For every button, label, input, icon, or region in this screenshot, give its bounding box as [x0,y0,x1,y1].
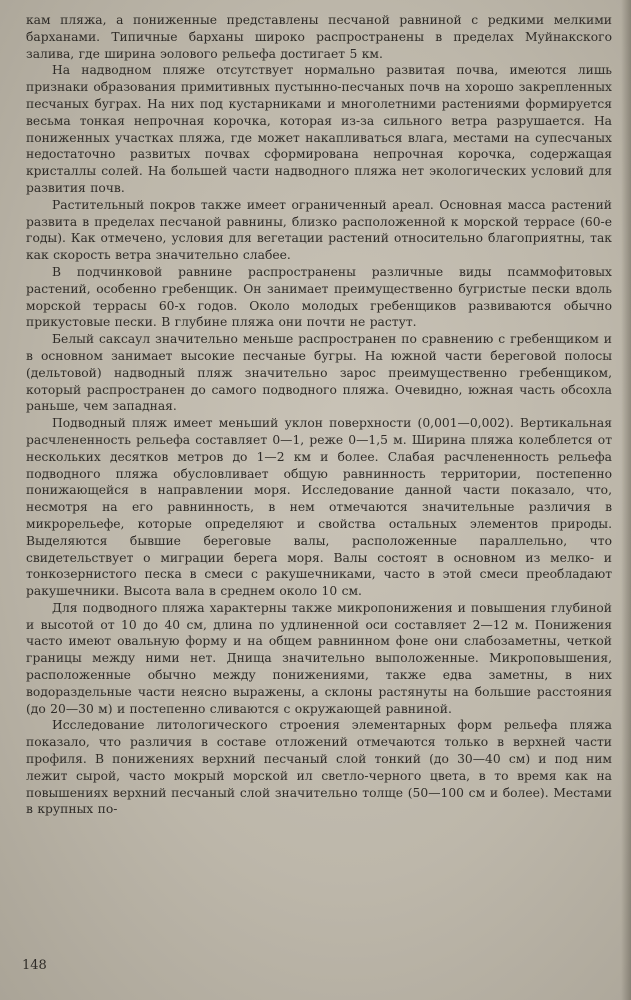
paragraph-6: Подводный пляж имеет меньший уклон поверхности (0,001—0,002). Вертикальная расчлененность рельефа составляет 0—1, реже 0—1,5 м. Ширина пляжа колеблется от нескольких десятков метров до 1—2 км и более. Слабая расчлененность рельефа подводного пляжа обусловливает общую равнинность территории, постепенно понижающейся в направлении моря. Исследование данной части показало, что, несмотря на его равнинность, в нем отмечаются значительные различия в микрорельефе, которые определяют и свойства остальных элементов природы. Выделяются бывшие береговые валы, расположенные параллельно, что свидетельствует о миграции берега моря. Валы состоят в основном из мелко- и тонкозернистого песка в смеси с ракушечниками, часто в этой смеси преобладают ракушечники. Высота вала в среднем около 10 см. [26,416,612,599]
paragraph-3: Растительный покров также имеет ограниченный ареал. Основная масса растений развита в пределах песчаной равнины, близко расположенной к морской террасе (60-е годы). Как отмечено, условия для вегетации растений относительно благоприятны, так как скорость ветра значительно слабее. [26,197,612,263]
paragraph-4: В подчинковой равнине распространены различные виды псаммофитовых растений, особенно гребенщик. Он занимает преимущественно бугристые пески вдоль морской террасы 60-х годов. Около молодых гребенщиков развиваются обычно прикустовые пески. В глубине пляжа они почти не растут. [26,264,612,330]
paragraph-1: кам пляжа, а пониженные представлены песчаной равниной с редкими мелкими барханами. Типичные барханы широко распространены в пределах Муйнакского залива, где ширина эолового рельефа достигает 5 км. [26,13,612,61]
paragraph-8: Исследование литологического строения элементарных форм рельефа пляжа показало, что различия в составе отложений отмечаются только в верхней части профиля. В понижениях верхний песчаный слой тонкий (до 30—40 см) и под ним лежит сырой, часто мокрый морской ил светло-черного цвета, в то время как на повышениях верхний песчаный слой значительно толще (50—100 см и более). Местами в крупных по- [26,718,612,817]
paragraph-7: Для подводного пляжа характерны также микропонижения и повышения глубиной и высотой от 10 до 40 см, длина по удлиненной оси составляет 2—12 м. Понижения часто имеют овальную форму и на общем равнинном фоне они слабозаметны, четкой границы между ними нет. Днища значительно выположенные. Микроповышения, расположенные обычно между понижениями, также едва заметны, в них водораздельные части неясно выражены, а склоны растянуты на большие расстояния (до 20—30 м) и постепенно сливаются с окружающей равниной. [26,600,612,716]
page-edge-shadow [621,0,631,1000]
paragraph-5: Белый саксаул значительно меньше распространен по сравнению с гребенщиком и в основном занимает высокие песчаные бугры. На южной части береговой полосы (дельтовой) надводный пляж значительно зарос преимущественно гребенщиком, который распространен до самого подводного пляжа. Очевидно, южная часть обсохла раньше, чем западная. [26,332,612,414]
paragraph-2: На надводном пляже отсутствует нормально развитая почва, имеются лишь признаки образования примитивных пустынно-песчаных почв на хорошо закрепленных песчаных буграх. На них под кустарниками и многолетними растениями формируется весьма тонкая непрочная корочка, которая из-за сильного ветра разрушается. На пониженных участках пляжа, где может накапливаться влага, местами на супесчаных недостаточно развитых почвах сформирована непрочная корочка, содержащая кристаллы солей. На большей части надводного пляжа нет экологических условий для развития почв. [26,63,612,195]
body-text [26,12,612,818]
page-number: 148 [22,958,47,973]
